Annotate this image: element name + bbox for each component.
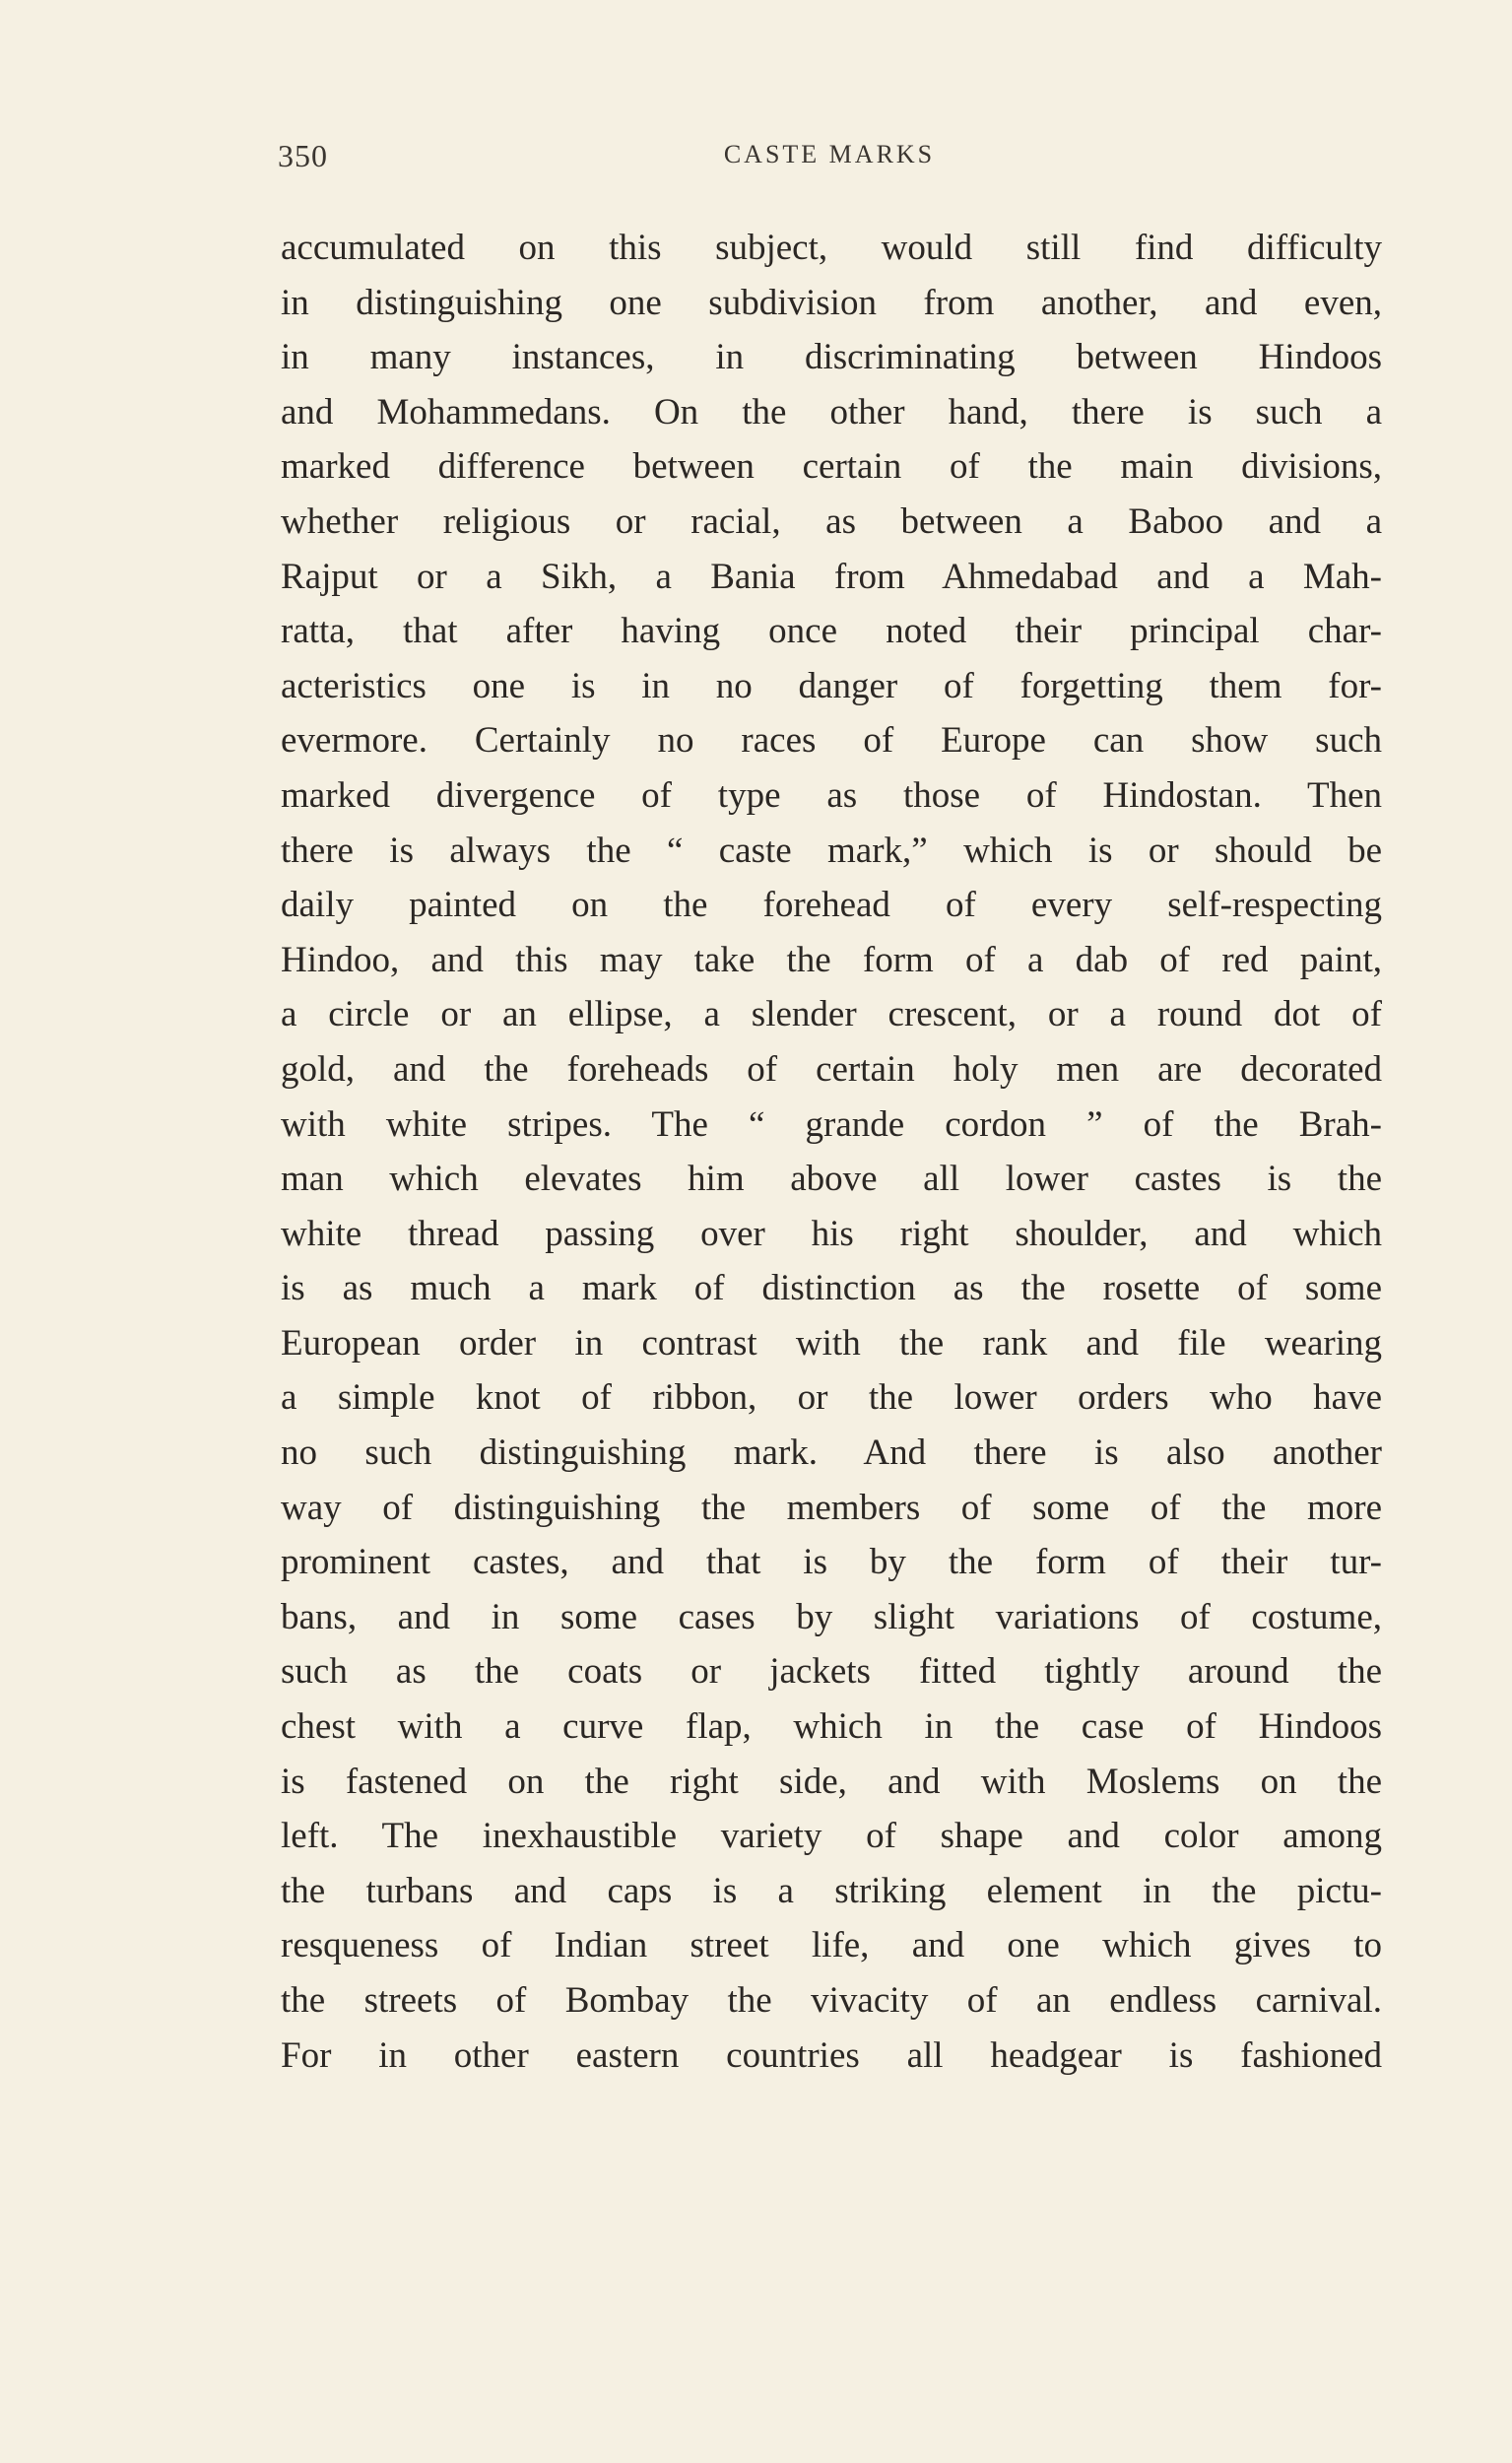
text-line: accumulated on this subject, would still find difficulty xyxy=(281,228,1382,268)
text-line: a circle or an ellipse, a slender crescent, or a round dot of xyxy=(281,994,1382,1035)
text-line: marked divergence of type as those of Hindostan. Then xyxy=(281,774,1382,816)
text-line: European order in contrast with the rank and file wearing xyxy=(281,1322,1382,1364)
text-line: is as much a mark of distinction as the rosette of some xyxy=(281,1268,1382,1309)
text-line: the streets of Bombay the vivacity of an endless carnival. xyxy=(281,1980,1382,2021)
text-line: left. The inexhaustible variety of shape and color among xyxy=(281,1816,1382,1857)
text-line: in distinguishing one subdivision from another, and even, xyxy=(281,282,1382,323)
running-head xyxy=(278,138,1381,177)
text-line: no such distinguishing mark. And there is also another xyxy=(281,1432,1382,1474)
text-line: such as the coats or jackets fitted tightly around the xyxy=(281,1651,1382,1693)
text-line: Hindoo, and this may take the form of a dab of red paint, xyxy=(281,939,1382,980)
text-line: Rajput or a Sikh, a Bania from Ahmedabad and a Mah- xyxy=(281,556,1382,597)
text-line: in many instances, in discriminating between Hindoos xyxy=(281,337,1382,378)
text-line: acteristics one is in no danger of forgetting them for- xyxy=(281,665,1382,706)
text-line: way of distinguishing the members of some of the more xyxy=(281,1487,1382,1528)
text-line: there is always the “ caste mark,” which is or should be xyxy=(281,830,1382,871)
text-line: For in other eastern countries all headgear is fashioned xyxy=(281,2034,1382,2076)
text-line: white thread passing over his right shoulder, and which xyxy=(281,1213,1382,1254)
text-line: with white stripes. The “ grande cordon ” of the Brah- xyxy=(281,1103,1382,1145)
body-text xyxy=(281,221,1382,2083)
text-line: the turbans and caps is a striking element in the pictu- xyxy=(281,1870,1382,1911)
text-line: marked difference between certain of the main divisions, xyxy=(281,446,1382,488)
text-line: whether religious or racial, as between a Baboo and a xyxy=(281,500,1382,542)
text-line: resqueness of Indian street life, and one which gives to xyxy=(281,1925,1382,1966)
text-line: daily painted on the forehead of every self-respecting xyxy=(281,885,1382,926)
running-title: CASTE MARKS xyxy=(723,140,936,168)
text-line: bans, and in some cases by slight variations of costume, xyxy=(281,1596,1382,1637)
text-line: prominent castes, and that is by the form of their tur- xyxy=(281,1542,1382,1583)
text-line: evermore. Certainly no races of Europe can show such xyxy=(281,720,1382,762)
text-line: is fastened on the right side, and with Moslems on the xyxy=(281,1761,1382,1802)
text-line: chest with a curve flap, which in the case of Hindoos xyxy=(281,1706,1382,1748)
text-line: and Mohammedans. On the other hand, there is such a xyxy=(281,391,1382,433)
text-line: ratta, that after having once noted their principal char- xyxy=(281,611,1382,652)
text-line: man which elevates him above all lower castes is the xyxy=(281,1159,1382,1200)
text-line: gold, and the foreheads of certain holy men are decorated xyxy=(281,1048,1382,1090)
page-number: 350 xyxy=(278,138,328,173)
text-line: a simple knot of ribbon, or the lower orders who have xyxy=(281,1377,1382,1419)
